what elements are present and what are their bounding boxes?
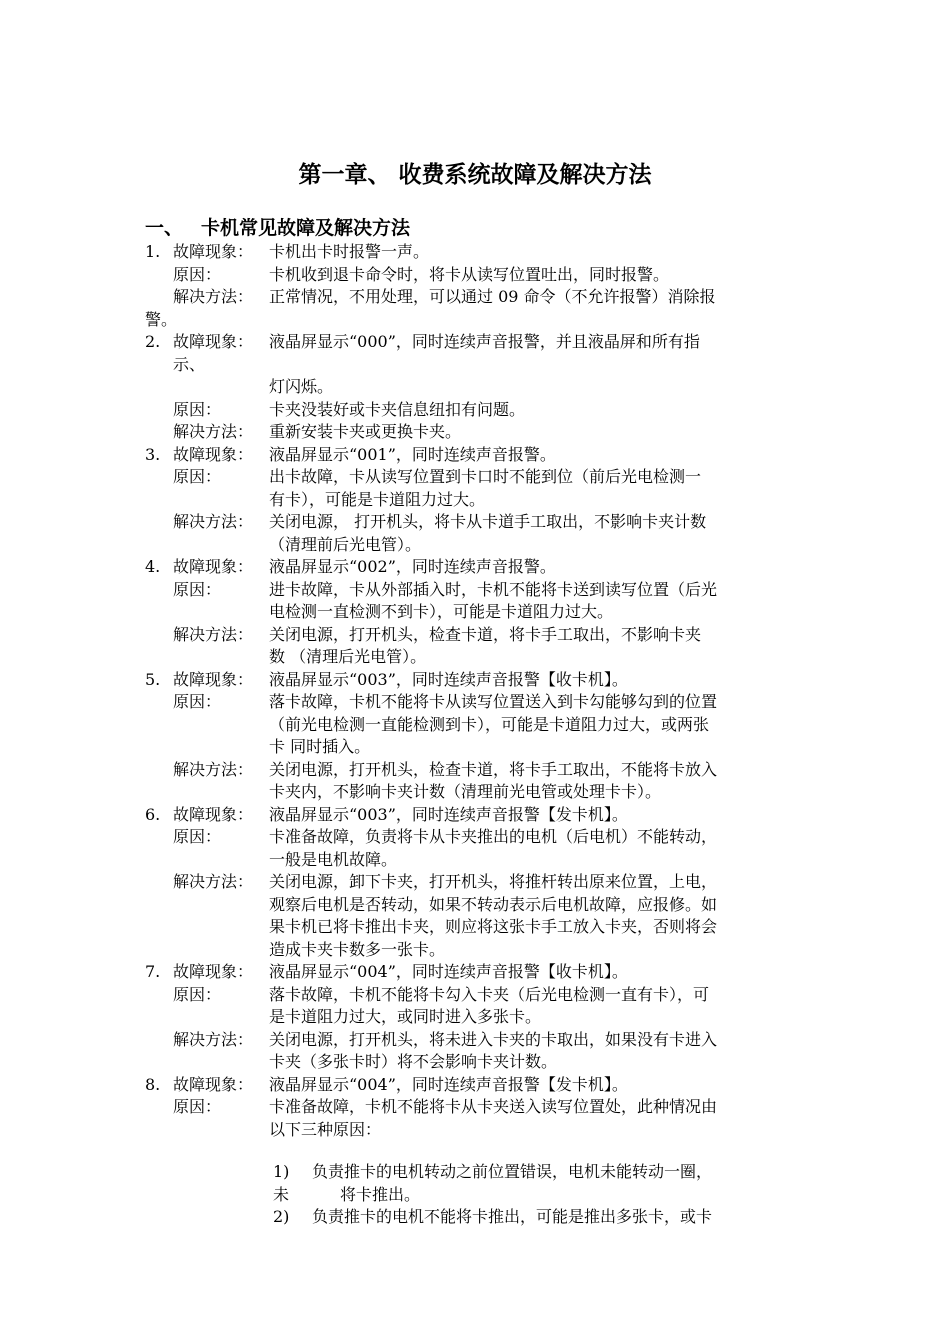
row-text: 卡 同时插入。 xyxy=(269,737,371,756)
row-text: 示、 xyxy=(173,354,206,374)
text-line xyxy=(145,1119,810,1142)
text-line xyxy=(145,939,810,962)
row-label: 原因： xyxy=(173,399,222,419)
text-line xyxy=(145,804,810,827)
text-line xyxy=(145,376,810,399)
row-text: 卡夹没装好或卡夹信息纽扣有问题。 xyxy=(269,399,526,419)
item-number: 5. xyxy=(145,669,161,689)
row-text: 关闭电源， 打开机头，将卡从卡道手工取出，不影响卡夹计数 xyxy=(269,512,707,531)
sublist-text: 将卡推出。 xyxy=(340,1184,421,1204)
chapter-title: 第一章、 收费系统故障及解决方法 xyxy=(298,161,652,188)
row-text: 以下三种原因： xyxy=(269,1119,382,1139)
text-line xyxy=(145,1029,810,1052)
row-text: 卡准备故障，卡机不能将卡从卡夹送入读写位置处，此种情况由 xyxy=(269,1097,718,1116)
row-label: 故障现象： xyxy=(173,962,254,981)
item-number: 8. xyxy=(145,1074,161,1094)
text-line xyxy=(145,421,810,444)
text-line xyxy=(145,601,810,624)
row-label: 故障现象： xyxy=(173,242,254,261)
sublist-text: 负责推卡的电机不能将卡推出，可能是推出多张卡，或卡 xyxy=(312,1207,713,1226)
sublist-text: 未 xyxy=(273,1184,290,1204)
row-text: 电检测一直检测不到卡），可能是卡道阻力过大。 xyxy=(269,602,614,621)
row-label: 故障现象： xyxy=(173,332,254,351)
spacer xyxy=(145,1141,810,1161)
text-line xyxy=(145,399,810,422)
row-label: 原因： xyxy=(173,827,222,846)
row-text: 卡夹（多张卡时）将不会影响卡夹计数。 xyxy=(269,1052,558,1071)
text-line xyxy=(145,354,810,377)
text-line xyxy=(145,1161,810,1184)
section-title: 卡机常见故障及解决方法 xyxy=(201,217,411,239)
row-text: 关闭电源，打开机头，将未进入卡夹的卡取出，如果没有卡进入 xyxy=(269,1029,718,1049)
item-number: 3. xyxy=(145,444,161,464)
row-text: 卡机收到退卡命令时，将卡从读写位置吐出，同时报警。 xyxy=(269,264,670,284)
row-label: 故障现象： xyxy=(173,669,254,689)
sublist-number: 1) xyxy=(273,1162,290,1181)
row-label: 原因： xyxy=(173,984,222,1004)
text-line xyxy=(145,309,810,332)
row-text: 造成卡夹卡数多一张卡。 xyxy=(269,939,446,959)
text-line xyxy=(145,826,810,849)
row-text: 观察后电机是否转动，如果不转动表示后电机故障，应报修。如 xyxy=(269,894,718,914)
row-text: 一般是电机故障。 xyxy=(269,849,398,869)
text-line xyxy=(145,489,810,512)
text-line xyxy=(145,511,810,534)
row-text: 落卡故障，卡机不能将卡从读写位置送入到卡勾能够勾到的位置 xyxy=(269,692,718,711)
text-line xyxy=(145,556,810,579)
text-line xyxy=(145,781,810,804)
row-text: 液晶屏显示“001”，同时连续声音报警。 xyxy=(269,444,556,464)
row-text: 液晶屏显示“004”，同时连续声音报警【发卡机】。 xyxy=(269,1074,628,1094)
text-line xyxy=(145,286,810,309)
text-line xyxy=(145,624,810,647)
row-label: 原因： xyxy=(173,1097,222,1116)
item-number: 6. xyxy=(145,804,161,824)
row-label: 故障现象： xyxy=(173,444,254,464)
row-text: 卡夹内，不影响卡夹计数（清理前光电管或处理卡卡）。 xyxy=(269,782,662,801)
text-line xyxy=(145,1074,810,1097)
row-label: 解决方法： xyxy=(173,512,254,531)
row-text: 果卡机已将卡推出卡夹，则应将这张卡手工放入卡夹，否则将会 xyxy=(269,917,718,936)
row-text: 重新安装卡夹或更换卡夹。 xyxy=(269,422,462,441)
row-label: 解决方法： xyxy=(173,872,254,891)
text-line xyxy=(145,646,810,669)
row-text: 液晶屏显示“003”，同时连续声音报警【收卡机】。 xyxy=(269,669,628,689)
row-label: 原因： xyxy=(173,692,222,711)
text-line xyxy=(145,1051,810,1074)
text-line xyxy=(145,736,810,759)
row-text: 卡准备故障，负责将卡从卡夹推出的电机（后电机）不能转动， xyxy=(269,827,718,846)
row-text: 液晶屏显示“003”，同时连续声音报警【发卡机】。 xyxy=(269,804,628,824)
item-number: 7. xyxy=(145,962,161,981)
row-text: 灯闪烁。 xyxy=(269,377,334,396)
row-text: 卡机出卡时报警一声。 xyxy=(269,242,430,261)
row-label: 故障现象： xyxy=(173,804,254,824)
text-line xyxy=(145,579,810,602)
text-line xyxy=(145,961,810,984)
text-line xyxy=(145,444,810,467)
row-text: 关闭电源，打开机头，检查卡道，将卡手工取出，不影响卡夹 xyxy=(269,624,702,644)
text-line xyxy=(145,264,810,287)
row-text: 有卡），可能是卡道阻力过大。 xyxy=(269,489,486,509)
row-text: 进卡故障，卡从外部插入时，卡机不能将卡送到读写位置（后光 xyxy=(269,579,718,599)
row-label: 解决方法： xyxy=(173,1029,254,1049)
text-line xyxy=(145,714,810,737)
row-text: 数 （清理后光电管）。 xyxy=(269,647,427,666)
text-line xyxy=(145,331,810,354)
text-line xyxy=(145,759,810,782)
text-line xyxy=(145,1206,810,1229)
row-text: （前光电检测一直能检测到卡），可能是卡道阻力过大，或两张 xyxy=(269,714,710,734)
row-label: 故障现象： xyxy=(173,1074,254,1094)
row-text: 正常情况，不用处理，可以通过 09 命令（不允许报警）消除报 xyxy=(269,287,716,306)
text-line xyxy=(145,691,810,714)
text-line xyxy=(145,534,810,557)
text-line xyxy=(145,669,810,692)
text-line xyxy=(145,871,810,894)
row-label: 解决方法： xyxy=(173,759,254,779)
section-number: 一、 xyxy=(145,217,184,239)
item-number: 4. xyxy=(145,557,161,576)
row-label: 故障现象： xyxy=(173,557,254,576)
row-text: 出卡故障，卡从读写位置到卡口时不能到位（前后光电检测一 xyxy=(269,467,702,486)
row-label: 解决方法： xyxy=(173,624,254,644)
sublist-text: 负责推卡的电机转动之前位置错误，电机未能转动一圈， xyxy=(312,1162,713,1181)
sublist-number: 2) xyxy=(273,1207,290,1226)
text-line xyxy=(145,241,810,264)
row-text: （清理前后光电管）。 xyxy=(269,534,422,554)
text-line xyxy=(145,849,810,872)
row-text: 落卡故障，卡机不能将卡勾入卡夹（后光电检测一直有卡），可 xyxy=(269,984,710,1004)
row-text: 液晶屏显示“002”，同时连续声音报警。 xyxy=(269,557,556,576)
row-label: 原因： xyxy=(173,579,222,599)
text-line xyxy=(145,916,810,939)
text-line xyxy=(145,466,810,489)
text-line xyxy=(145,1006,810,1029)
row-label: 原因： xyxy=(173,467,222,486)
fault-list xyxy=(145,241,810,1229)
row-text: 液晶屏显示“000”，同时连续声音报警，并且液晶屏和所有指 xyxy=(269,332,700,351)
text-line xyxy=(145,1096,810,1119)
row-label: 解决方法： xyxy=(173,287,254,306)
row-text: 液晶屏显示“004”，同时连续声音报警【收卡机】。 xyxy=(269,962,628,981)
row-text: 关闭电源，打开机头，检查卡道，将卡手工取出，不能将卡放入 xyxy=(269,759,718,779)
item-number: 1. xyxy=(145,242,161,261)
row-label: 解决方法： xyxy=(173,422,254,441)
text-line xyxy=(145,984,810,1007)
text-line xyxy=(145,1184,810,1207)
text-line xyxy=(145,894,810,917)
row-text: 关闭电源，卸下卡夹，打开机头，将推杆转出原来位置，上电， xyxy=(269,872,718,891)
row-text: 警。 xyxy=(145,309,178,329)
row-label: 原因： xyxy=(173,264,222,284)
row-text: 是卡道阻力过大，或同时进入多张卡。 xyxy=(269,1007,542,1026)
item-number: 2. xyxy=(145,332,161,351)
section-heading xyxy=(145,214,410,242)
